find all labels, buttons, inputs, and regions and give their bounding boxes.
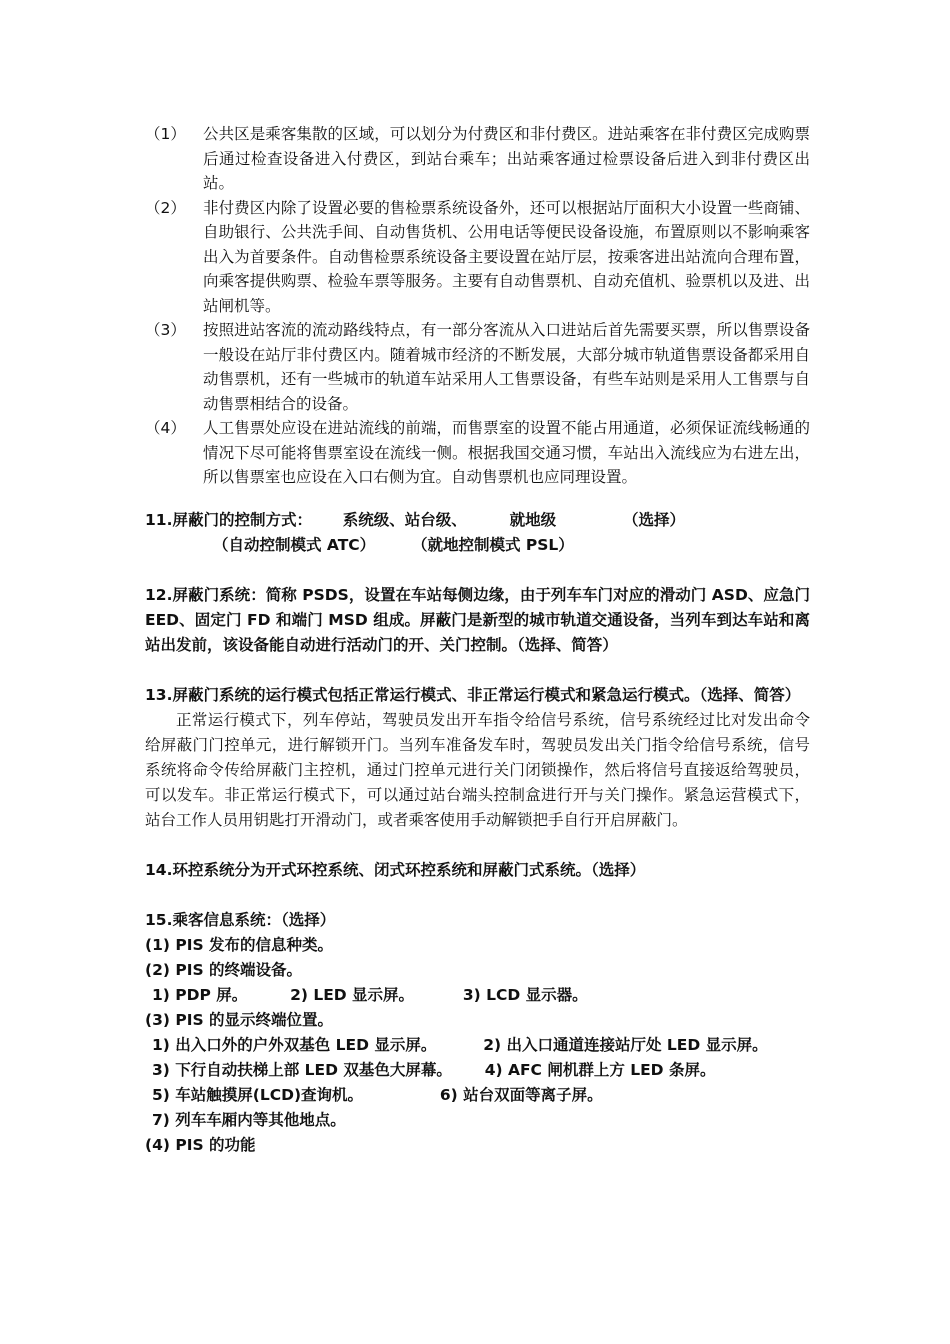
section-11-mode-psl: （就地控制模式 PSL） [411,535,574,554]
item-number: （4） [145,419,186,437]
section-13-body: 正常运行模式下，列车停站，驾驶员发出开车指令给信号系统，信号系统经过比对发出命令给屏蔽门门控单元，进行解锁开门。当列车准备发车时，驾驶员发出关门指令给信号系统，信号系统将命令传给屏蔽门主控机，通过门控单元进行关门闭锁操作，然后将信号直接返给驾驶员，可以发车。非正常运行模式下，可以通过站台端头控制盒进行开与关门操作。紧急运营模式下，站台工作人员用钥匙打开滑动门，或者乘客使用手动解锁把手自行开启屏蔽门。 [145,710,810,829]
terminal-devices-row [145,983,810,1008]
item-text: 非付费区内除了设置必要的售检票系统设备外，还可以根据站厅面积大小设置一些商铺、自助银行、公共洗手间、自动售货机、公用电话等便民设备设施，布置原则以不影响乘客出入为首要条件。自动售检票系统设备主要设置在站厅层，按乘客进出站流向合理布置，向乘客提供购票、检验车票等服务。主要有自动售票机、自动充值机、验票机以及进、出站闸机等。 [203,198,810,315]
device-lcd: 3) LCD 显示器。 [462,985,588,1004]
device-pdp: 1) PDP 屏。 [152,985,248,1004]
spacer [145,883,810,908]
section-15-line-3: (3) PIS 的显示终端位置。 [145,1010,334,1029]
section-11-label: 11.屏蔽门的控制方式： [145,510,312,529]
section-12: 12.屏蔽门系统：简称 PSDS，设置在车站每侧边缘，由于列车车门对应的滑动门 ASD、应急门 EED、固定门 FD 和端门 MSD 组成。屏蔽门是新型的城市轨道交通设备，当列车到达车站和离站出发前，该设备能自动进行活动门的开、关门控制。（选择、简答） [145,585,810,654]
device-led: 2) LED 显示屏。 [290,985,415,1004]
section-11-option-2: 就地级 [509,510,557,529]
location-6: 6) 站台双面等离子屏。 [439,1085,603,1104]
spacer [145,558,810,583]
item-text: 公共区是乘客集散的区域，可以划分为付费区和非付费区。进站乘客在非付费区完成购票后通过检查设备进入付费区，到站台乘车；出站乘客通过检票设备后进入到非付费区出站。 [203,125,810,192]
section-15-title: 15.乘客信息系统：（选择） [145,910,336,929]
location-1: 1) 出入口外的户外双基色 LED 显示屏。 [152,1035,437,1054]
section-11-heading [145,508,810,533]
item-number: （1） [145,125,186,143]
section-11-option-1: 系统级、站台级、 [342,510,467,529]
location-2: 2) 出入口通道连接站厅处 LED 显示屏。 [483,1035,768,1054]
spacer [145,658,810,683]
section-15-line-4: (4) PIS 的功能 [145,1135,256,1154]
item-number: （2） [145,198,186,217]
section-13-title: 13.屏蔽门系统的运行模式包括正常运行模式、非正常运行模式和紧急运行模式。（选择、简答） [145,685,801,704]
document-page [145,122,810,1158]
section-14: 14.环控系统分为开式环控系统、闭式环控系统和屏蔽门式系统。（选择） [145,860,646,879]
spacer [145,833,810,858]
location-row-3 [145,1083,810,1108]
list-item [145,416,810,490]
item-number: （3） [145,321,186,339]
location-3: 3) 下行自动扶梯上部 LED 双基色大屏幕。 [152,1060,452,1079]
section-15-line-2: (2) PIS 的终端设备。 [145,960,303,979]
location-5: 5) 车站触摸屏(LCD)查询机。 [152,1085,364,1104]
location-row-2 [145,1058,810,1083]
list-item [145,122,810,196]
section-11-mode-atc: （自动控制模式 ATC） [213,535,376,554]
item-text: 人工售票处应设在进站流线的前端，而售票室的设置不能占用通道，必须保证流线畅通的情况下尽可能将售票室设在流线一侧。根据我国交通习惯，车站出入流线应为右进左出，所以售票室也应设在入口右侧为宜。自动售票机也应同理设置。 [203,419,810,486]
location-row-1 [145,1033,810,1058]
list-item [145,196,810,319]
section-11-tag: （选择） [622,510,685,529]
list-item [145,318,810,416]
spacer [145,490,810,508]
location-row-4 [145,1108,810,1133]
section-11-modes [145,533,810,558]
location-4: 4) AFC 闸机群上方 LED 条屏。 [484,1060,716,1079]
section-15-line-1: (1) PIS 发布的信息种类。 [145,935,334,954]
item-text: 按照进站客流的流动路线特点，有一部分客流从入口进站后首先需要买票，所以售票设备一般设在站厅非付费区内。随着城市经济的不断发展，大部分城市轨道售票设备都采用自动售票机，还有一些城市的轨道车站采用人工售票设备，有些车站则是采用人工售票与自动售票相结合的设备。 [203,321,810,413]
location-7: 7) 列车车厢内等其他地点。 [152,1110,346,1129]
